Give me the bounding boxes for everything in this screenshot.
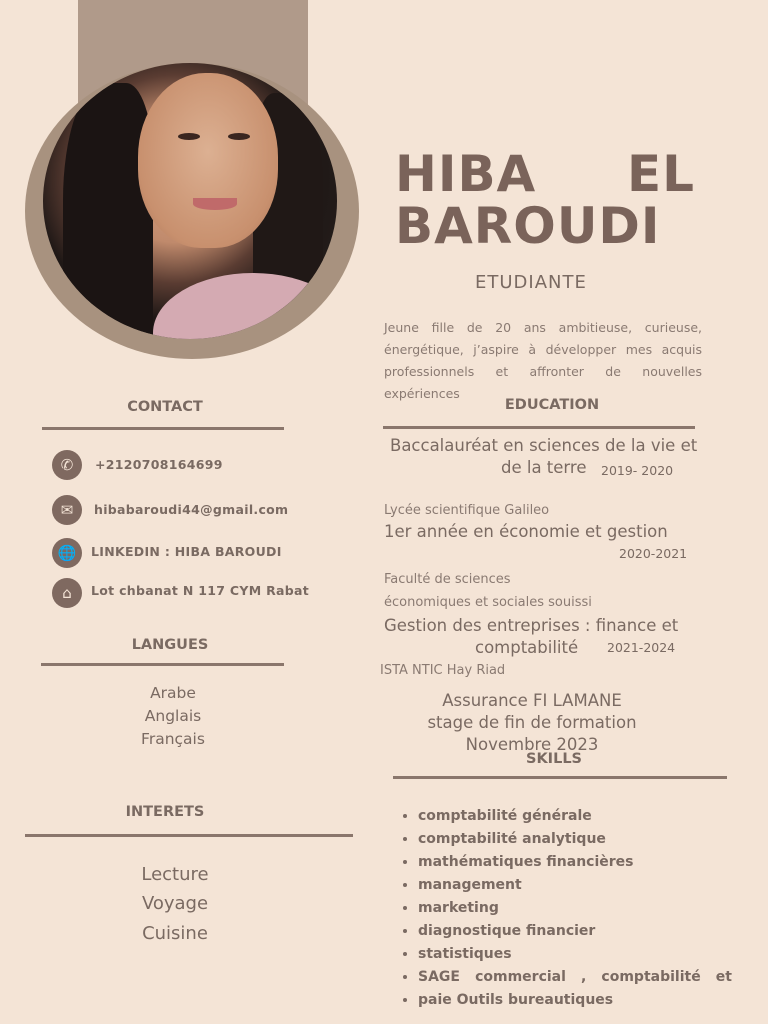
language-item: Anglais	[144, 707, 202, 725]
address-text: Lot chbanat N 117 CYM Rabat	[91, 583, 310, 598]
skill-item: • management	[418, 874, 732, 897]
school-name: Faculté de sciences	[384, 572, 511, 587]
internship-type: stage de fin de formation	[427, 713, 637, 732]
skill-item: • marketing	[418, 897, 732, 920]
job-title: ETUDIANTE	[475, 272, 587, 293]
envelope-icon: ✉	[52, 495, 82, 525]
degree-title: de la terre	[501, 458, 587, 477]
degree-dates: 2020-2021	[619, 546, 688, 561]
interest-item: Cuisine	[142, 923, 208, 944]
language-item: Arabe	[150, 684, 196, 702]
last-name-part: EL	[626, 145, 695, 203]
education-divider	[383, 426, 695, 429]
email-address[interactable]: hibabaroudi44@gmail.com	[94, 502, 289, 517]
profile-photo	[43, 63, 337, 339]
globe-icon: 🌐	[52, 538, 82, 568]
home-icon: ⌂	[52, 578, 82, 608]
interets-divider	[25, 834, 353, 837]
skill-item: • SAGE commercial , comptabilité et	[418, 966, 732, 989]
school-name: Lycée scientifique Galileo	[384, 503, 550, 518]
full-name	[395, 145, 695, 255]
skill-item: • comptabilité générale	[418, 805, 732, 828]
degree-dates: 2019- 2020	[601, 463, 674, 478]
phone-icon: ✆	[52, 450, 82, 480]
degree-title: Gestion des entreprises : finance et	[384, 616, 679, 635]
skills-divider	[393, 776, 727, 779]
skill-item: • paie Outils bureautiques	[418, 989, 732, 1012]
skill-item: • comptabilité analytique	[418, 828, 732, 851]
langues-divider	[41, 663, 284, 666]
internship-date: Novembre 2023	[465, 735, 599, 754]
linkedin-link[interactable]: LINKEDIN : HIBA BAROUDI	[91, 544, 282, 559]
phone-number[interactable]: +2120708164699	[95, 457, 223, 472]
langues-title: LANGUES	[131, 637, 209, 653]
degree-title: 1er année en économie et gestion	[384, 522, 668, 541]
degree-title: Baccalauréat en sciences de la vie et	[390, 436, 698, 455]
skills-list	[400, 805, 732, 1012]
education-title: EDUCATION	[504, 397, 600, 413]
first-name: HIBA	[395, 145, 537, 203]
internship-company: Assurance FI LAMANE	[442, 691, 622, 710]
last-name: BAROUDI	[395, 197, 661, 255]
school-name: économiques et sociales souissi	[384, 595, 592, 610]
contact-divider	[42, 427, 284, 430]
skill-item: • mathématiques financières	[418, 851, 732, 874]
interest-item: Voyage	[141, 893, 209, 914]
language-item: Français	[141, 730, 205, 748]
skill-item: • diagnostique financier	[418, 920, 732, 943]
interets-title: INTERETS	[125, 804, 205, 820]
skills-title: SKILLS	[526, 751, 582, 767]
interest-item: Lecture	[141, 864, 209, 885]
school-name: ISTA NTIC Hay Riad	[380, 663, 506, 678]
degree-dates: 2021-2024	[607, 640, 676, 655]
degree-title: comptabilité	[475, 638, 579, 657]
bio-text: Jeune fille de 20 ans ambitieuse, curieuse, énergétique, j’aspire à développer mes acquis professionnels et affronter de nouvelles expériences	[384, 320, 702, 401]
skill-item: • statistiques	[418, 943, 732, 966]
contact-title: CONTACT	[127, 399, 203, 415]
